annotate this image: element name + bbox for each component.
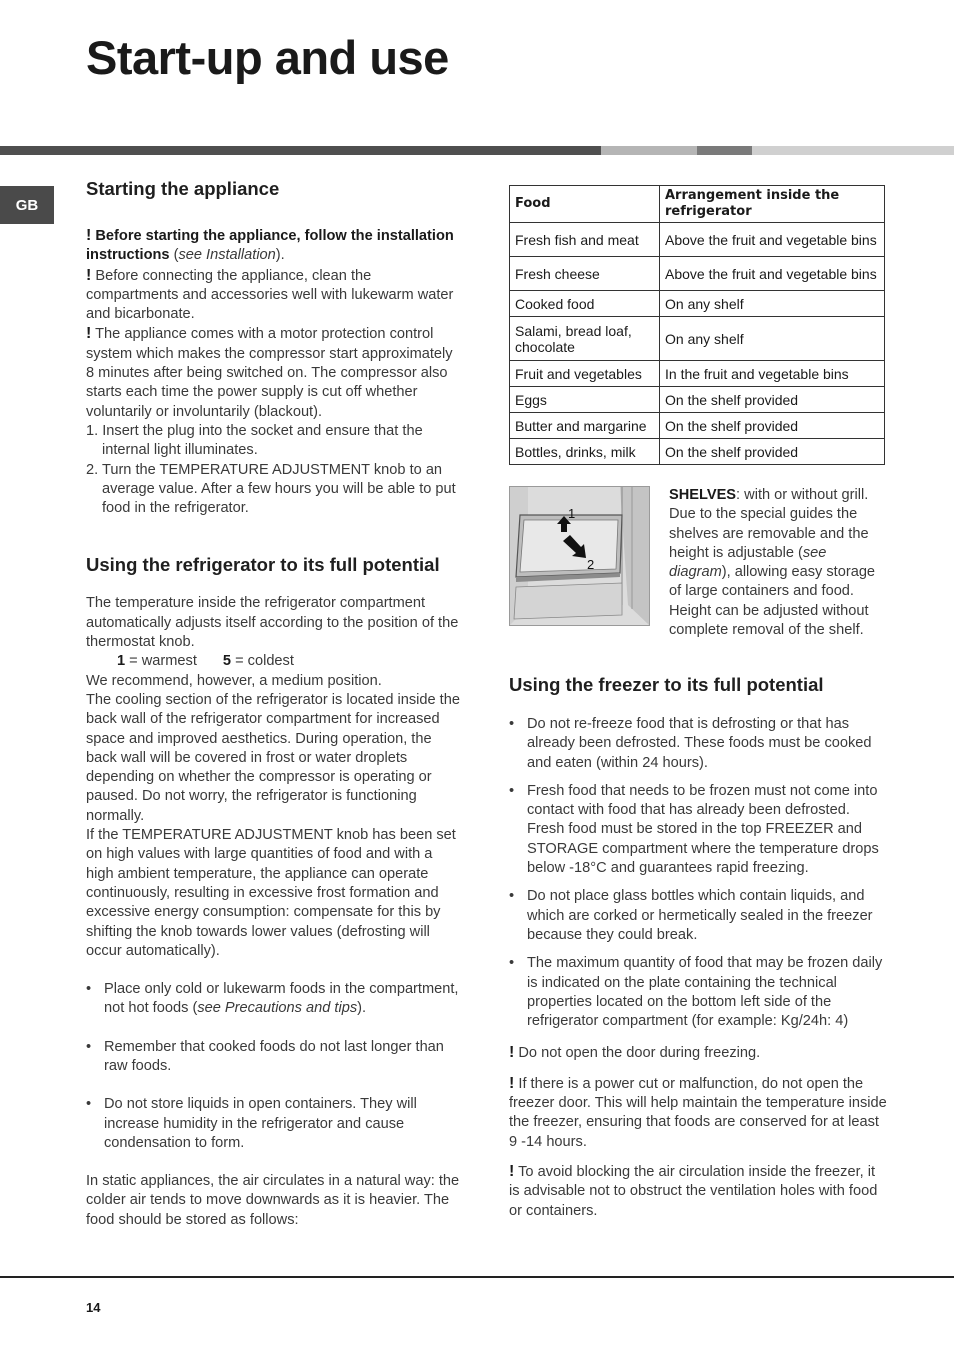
table-cell: Butter and margarine: [510, 413, 660, 439]
bullet-end: ).: [357, 1000, 367, 1017]
list-item: • Do not store liquids in open containers. They will increase humidity in the refrigerator and cause condensation to form.: [86, 1095, 464, 1153]
list-item: • Fresh food that needs to be frozen must not come into contact with food that has already been defrosted. Fresh food must be stored in the top FREEZER and STORAGE compartment where the temperature drops below -18°C and guarantees rapid freezing.: [509, 782, 887, 878]
fridge-heading: Using the refrigerator to its full potential: [86, 554, 440, 576]
table-cell: Fresh cheese: [510, 257, 660, 291]
footer-divider: [0, 1276, 954, 1278]
page-title: Start-up and use: [86, 31, 449, 84]
shelf-diagram-drawing: [510, 487, 649, 625]
table-header-food: Food: [510, 186, 660, 223]
fridge-paragraph-2: We recommend, however, a medium position.: [86, 672, 382, 689]
header-bar-dark-short: [697, 146, 752, 155]
table-row: [510, 439, 885, 465]
installation-reference: see Installation: [178, 247, 276, 264]
paren-close: ).: [275, 247, 285, 264]
starting-paragraph-3: [86, 324, 464, 421]
table-cell: Fresh fish and meat: [510, 223, 660, 257]
table-row: [510, 223, 885, 257]
scale-warmest-text: = warmest: [125, 653, 197, 670]
shelves-text-1: : with or without grill. Due to the special guides the shelves are removable and the height is adjustable (: [669, 487, 869, 561]
table-cell: In the fruit and vegetable bins: [660, 361, 885, 387]
precautions-reference: see Precautions and tips: [197, 1000, 358, 1017]
freezer-note-2: [509, 1074, 887, 1152]
fridge-bullets: [86, 980, 464, 1153]
bullet-text: Place only cold or lukewarm foods in the compartment, not hot foods (: [104, 981, 459, 1017]
warning-mark: !: [86, 266, 92, 284]
table-row: [510, 291, 885, 317]
table-cell: On the shelf provided: [660, 439, 885, 465]
header-bar-dark: [0, 146, 601, 155]
list-item: • Remember that cooked foods do not last longer than raw foods.: [86, 1038, 464, 1077]
table-cell: On the shelf provided: [660, 413, 885, 439]
freezer-bullets: [509, 715, 887, 1031]
step-item: 1. Insert the plug into the socket and ensure that the internal light illuminates.: [86, 422, 423, 459]
starting-paragraph-2: [86, 266, 464, 325]
table-cell: On any shelf: [660, 291, 885, 317]
right-column: [509, 185, 887, 1221]
fridge-paragraph-3: The cooling section of the refrigerator is located inside the back wall of the refrigerator compartment for increased space and improved aesthetics. During operation, the back wall will be covered in frost or water droplets depending on whether the compressor is operating or paused. Do not worry, the refrigerator is functioning normally.: [86, 691, 460, 824]
food-storage-table: [509, 185, 885, 465]
scale-coldest-number: 5: [222, 653, 232, 670]
starting-paragraph-3-text: The appliance comes with a motor protection control system which makes the compressor start approximately 8 minutes after being switched on. The compressor also starts each time the power supply is cut off whether voluntarily or involuntarily (blackout).: [86, 326, 453, 420]
starting-heading: Starting the appliance: [86, 178, 280, 199]
warning-mark: !: [86, 325, 92, 343]
table-cell: Eggs: [510, 387, 660, 413]
fridge-paragraph-4: If the TEMPERATURE ADJUSTMENT knob has been set on high values with large quantities of food and with a high ambient temperature, the appliance can operate continuously, resulting in excessive frost formation and excessive energy consumption: compensate for this by shifting the knob towards lower values (defrosting will occur automatically).: [86, 827, 456, 959]
freezer-note-2-text: If there is a power cut or malfunction, do not open the freezer door. This will help maintain the temperature inside the freezer, ensuring that foods are conserved for at least 9 -14 hours.: [509, 1075, 887, 1150]
starting-paragraph-1: [86, 226, 464, 266]
freezer-note-3-text: To avoid blocking the air circulation inside the freezer, it is advisable not to obstruct the ventilation holes with food or containers.: [509, 1163, 878, 1219]
header-bar-mid: [601, 146, 697, 155]
table-cell: Fruit and vegetables: [510, 361, 660, 387]
freezer-note-1: [509, 1043, 887, 1063]
scale-warmest-number: 1: [117, 653, 126, 670]
page-number: 14: [86, 1300, 101, 1315]
fridge-paragraph-1: The temperature inside the refrigerator compartment automatically adjusts itself according to the position of the thermostat knob.: [86, 595, 459, 651]
warning-mark: !: [509, 1074, 515, 1092]
shelves-description: [669, 486, 889, 640]
table-row: [510, 317, 885, 361]
table-header-arrangement: Arrangement inside the refrigerator: [660, 186, 885, 223]
list-item: • Do not re-freeze food that is defrosting or that has already been defrosted. These foods must be cooked and eaten (within 24 hours).: [509, 715, 887, 773]
list-item: • Do not place glass bottles which contain liquids, and which are corked or hermetically sealed in the freezer because they could break.: [509, 887, 887, 945]
diagram-label-1: 1: [568, 506, 576, 521]
thermostat-scale: [86, 652, 464, 671]
warning-mark: !: [86, 227, 92, 244]
table-cell: On any shelf: [660, 317, 885, 361]
starting-steps: [86, 422, 464, 518]
list-item: [86, 980, 464, 1019]
freezer-heading: Using the freezer to its full potential: [509, 674, 824, 695]
table-cell: Bottles, drinks, milk: [510, 439, 660, 465]
shelf-diagram: [509, 486, 650, 626]
shelves-section: [509, 486, 887, 666]
diagram-label-2: 2: [587, 557, 595, 572]
warning-mark: !: [509, 1044, 515, 1062]
step-item: 2. Turn the TEMPERATURE ADJUSTMENT knob to an average value. After a few hours you will be able to put food in the refrigerator.: [86, 461, 456, 517]
left-column: [86, 178, 464, 1230]
table-row: [510, 257, 885, 291]
starting-paragraph-2-text: Before connecting the appliance, clean the compartments and accessories well with lukewarm water and bicarbonate.: [86, 267, 454, 323]
language-tab: GB: [0, 186, 54, 224]
starting-bold-instruction: Before starting the appliance, follow the installation instructions: [86, 228, 454, 264]
freezer-note-3: [509, 1162, 887, 1221]
table-cell: Above the fruit and vegetable bins: [660, 257, 885, 291]
table-row: [510, 387, 885, 413]
scale-coldest-text: = coldest: [231, 653, 294, 670]
table-cell: On the shelf provided: [660, 387, 885, 413]
table-cell: Salami, bread loaf, chocolate: [510, 317, 660, 361]
shelves-label: SHELVES: [669, 487, 737, 503]
list-item: • The maximum quantity of food that may be frozen daily is indicated on the plate containing the technical properties located on the bottom left side of the refrigerator compartment (for example: Kg/24h: 4): [509, 954, 887, 1031]
fridge-paragraph-5: In static appliances, the air circulates in a natural way: the colder air tends to move downwards as it is heavier. The food should be stored as follows:: [86, 1173, 460, 1228]
table-header-row: [510, 186, 885, 223]
table-cell: Above the fruit and vegetable bins: [660, 223, 885, 257]
warning-mark: !: [509, 1162, 515, 1180]
table-row: [510, 413, 885, 439]
header-bar-light: [752, 146, 954, 155]
diagram-reference: see diagram: [669, 544, 827, 581]
freezer-note-1-text: Do not open the door during freezing.: [518, 1045, 761, 1062]
shelves-text-2: ), allowing easy storage of large containers and food. Height can be adjusted without complete removal of the shelf.: [669, 564, 876, 639]
table-cell: Cooked food: [510, 291, 660, 317]
table-row: [510, 361, 885, 387]
paren-open: (: [169, 247, 179, 264]
